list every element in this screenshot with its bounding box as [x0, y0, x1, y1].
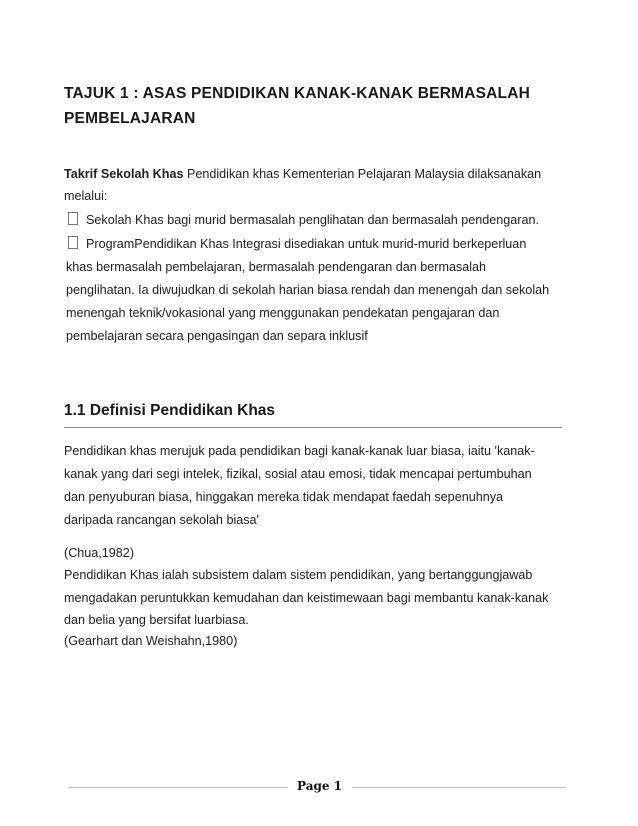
paragraph-line: Pendidikan Khas ialah subsistem dalam sistem pendidikan, yang bertanggungjawab	[64, 568, 533, 582]
paragraph-line: kanak yang dari segi intelek, fizikal, sosial atau emosi, tidak mencapai pertumbuhan	[64, 467, 532, 481]
citation: (Gearhart dan Weishahn,1980)	[64, 634, 238, 648]
document-title-line-1: TAJUK 1 : ASAS PENDIDIKAN KANAK-KANAK BERMASALAH	[64, 85, 530, 102]
footer-rule-left	[68, 787, 288, 788]
bullet-icon	[68, 212, 78, 225]
takrif-line-1	[64, 167, 541, 181]
bullet-continuation-line: menengah teknik/vokasional yang menggunakan pendekatan pengajaran dan	[66, 306, 500, 320]
paragraph-line: Pendidikan khas merujuk pada pendidikan bagi kanak-kanak luar biasa, iaitu 'kanak-	[64, 444, 535, 458]
page-number: Page 1	[297, 779, 343, 793]
paragraph-line: dan penyuburan biasa, hinggakan mereka tidak mendapat faedah sepenuhnya	[64, 490, 504, 504]
takrif-text: Pendidikan khas Kementerian Pelajaran Malaysia dilaksanakan	[183, 167, 542, 181]
bullet-item	[68, 212, 539, 227]
paragraph-line: dan belia yang bersifat luarbiasa.	[64, 613, 249, 627]
paragraph-line: daripada rancangan sekolah biasa'	[64, 513, 259, 527]
bullet-item	[68, 236, 526, 251]
section-heading: 1.1 Definisi Pendidikan Khas	[64, 402, 276, 419]
section-divider	[64, 427, 562, 428]
bullet-continuation-line: khas bermasalah pembelajaran, bermasalah pendengaran dan bermasalah	[66, 260, 487, 274]
document-title-line-2: PEMBELAJARAN	[64, 110, 196, 127]
bullet-text: ProgramPendidikan Khas Integrasi disediakan untuk murid-murid berkeperluan	[86, 237, 527, 251]
footer-rule-right	[352, 787, 566, 788]
takrif-line-2: melalui:	[64, 189, 108, 203]
paragraph-line: mengadakan peruntukkan kemudahan dan keistimewaan bagi membantu kanak-kanak	[64, 591, 549, 605]
bullet-text: Sekolah Khas bagi murid bermasalah penglihatan dan bermasalah pendengaran.	[86, 213, 539, 227]
bullet-continuation-line: penglihatan. Ia diwujudkan di sekolah harian biasa rendah dan menengah dan sekolah	[66, 283, 550, 297]
bullet-icon	[68, 236, 78, 249]
bullet-continuation-line: pembelajaran secara pengasingan dan separa inklusif	[66, 329, 368, 343]
citation: (Chua,1982)	[64, 546, 135, 560]
takrif-label: Takrif Sekolah Khas	[64, 167, 184, 181]
